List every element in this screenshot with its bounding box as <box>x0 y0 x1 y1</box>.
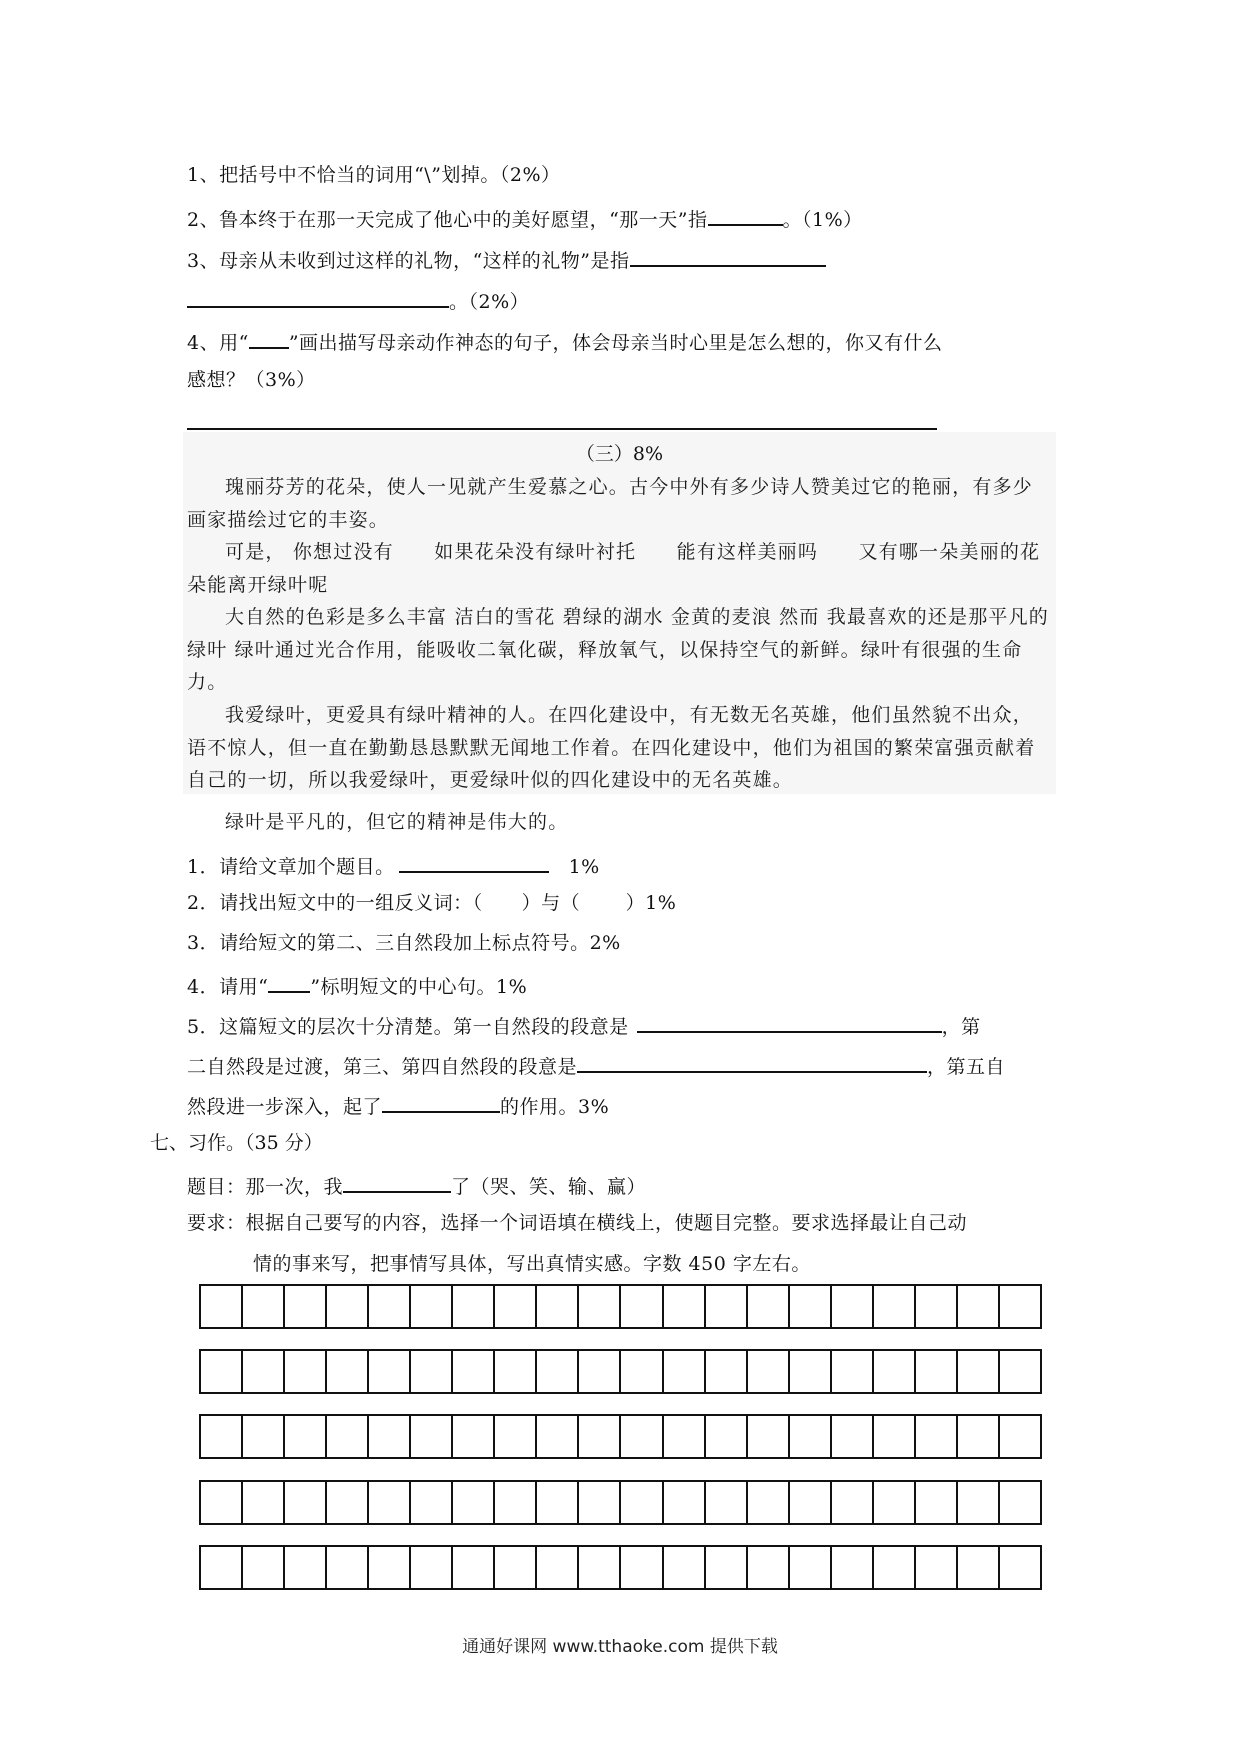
composition-requirement: 要求：根据自己要写的内容，选择一个词语填在横线上，使题目完整。要求选择最让自己动 <box>187 1212 968 1234</box>
grid-cell[interactable] <box>958 1351 1000 1392</box>
grid-cell[interactable] <box>495 1482 537 1523</box>
grid-cell[interactable] <box>411 1351 453 1392</box>
passage-paragraph-4: 我爱绿叶，更爱具有绿叶精神的人。在四化建设中，有无数无名英雄，他们虽然貌不出众，语不惊人，但一直在勤勤恳恳默默无闻地工作着。在四化建设中，他们为祖国的繁荣富强贡献着自己的一切，所以我爱绿叶，更爱绿叶似的四化建设中的无名英雄。 <box>187 704 1036 791</box>
question-2-text: 2、鲁本终于在那一天完成了他心中的美好愿望，“那一天”指 <box>187 209 708 231</box>
grid-cell[interactable] <box>958 1416 1000 1457</box>
grid-cell[interactable] <box>243 1286 285 1327</box>
grid-cell[interactable] <box>537 1286 579 1327</box>
grid-cell[interactable] <box>916 1547 958 1588</box>
passage-question-5-text-6: 的作用。3% <box>500 1096 610 1118</box>
question-3-text: 3、母亲从未收到过这样的礼物，“这样的礼物”是指 <box>187 250 630 272</box>
grid-cell[interactable] <box>621 1482 663 1523</box>
grid-cell[interactable] <box>327 1547 369 1588</box>
grid-cell[interactable] <box>285 1416 327 1457</box>
passage-question-5-text-5: 然段进一步深入，起了 <box>187 1096 383 1118</box>
composition-topic-text-b: 了（哭、笑、输、赢） <box>451 1176 647 1198</box>
grid-cell[interactable] <box>706 1351 748 1392</box>
grid-cell[interactable] <box>664 1286 706 1327</box>
grid-cell[interactable] <box>201 1351 243 1392</box>
answer-blank[interactable] <box>708 204 783 226</box>
passage-question-1-text: 1．请给文章加个题目。 <box>187 856 395 878</box>
grid-cell[interactable] <box>706 1482 748 1523</box>
grid-cell[interactable] <box>537 1482 579 1523</box>
grid-cell[interactable] <box>790 1482 832 1523</box>
answer-line[interactable] <box>187 428 937 430</box>
grid-cell[interactable] <box>874 1351 916 1392</box>
grid-cell[interactable] <box>369 1547 411 1588</box>
grid-cell[interactable] <box>369 1286 411 1327</box>
topic-blank[interactable] <box>343 1171 451 1193</box>
grid-cell[interactable] <box>537 1351 579 1392</box>
question-3-cont <box>187 286 529 314</box>
grid-cell[interactable] <box>706 1416 748 1457</box>
grid-row <box>199 1284 1042 1329</box>
answer-blank[interactable] <box>382 1091 500 1113</box>
grid-cell[interactable] <box>748 1547 790 1588</box>
grid-cell[interactable] <box>832 1547 874 1588</box>
grid-cell[interactable] <box>579 1416 621 1457</box>
grid-cell[interactable] <box>411 1482 453 1523</box>
answer-blank[interactable] <box>637 1011 942 1033</box>
passage-question-5-line2 <box>187 1051 1005 1079</box>
underline-sample <box>249 327 289 349</box>
passage-question-5-text-2: ，第 <box>941 1016 981 1038</box>
passage-question-2: 2．请找出短文中的一组反义词：（ ）与（ ）1% <box>187 892 677 914</box>
grid-cell[interactable] <box>411 1286 453 1327</box>
passage-question-3: 3．请给短文的第二、三自然段加上标点符号。2% <box>187 932 621 954</box>
grid-cell[interactable] <box>916 1416 958 1457</box>
question-2 <box>187 204 863 232</box>
passage-question-4-text-a: 4．请用“ <box>187 976 269 998</box>
question-4-text-a: 4、用“ <box>187 332 249 354</box>
passage-paragraph-2: 可是， 你想过没有 如果花朵没有绿叶衬托 能有这样美丽吗 又有哪一朵美丽的花朵能离开绿叶呢 <box>187 541 1041 596</box>
grid-cell[interactable] <box>201 1547 243 1588</box>
grid-cell[interactable] <box>958 1482 1000 1523</box>
underline-sample <box>268 971 310 993</box>
grid-cell[interactable] <box>1000 1547 1040 1588</box>
passage-question-1 <box>187 851 600 879</box>
question-2-score: 。（1%） <box>782 209 863 231</box>
answer-blank[interactable] <box>630 245 826 267</box>
question-4-text-b: ”画出描写母亲动作神态的句子，体会母亲当时心里是怎么想的，你又有什么 <box>288 332 943 354</box>
question-3 <box>187 245 826 273</box>
grid-cell[interactable] <box>1000 1482 1040 1523</box>
passage-paragraph-1: 瑰丽芬芳的花朵，使人一见就产生爱慕之心。古今中外有多少诗人赞美过它的艳丽，有多少画家描绘过它的丰姿。 <box>187 476 1034 531</box>
grid-cell[interactable] <box>958 1547 1000 1588</box>
question-1: 1、把括号中不恰当的词用“\”划掉。（2%） <box>187 164 561 186</box>
grid-cell[interactable] <box>285 1547 327 1588</box>
passage-question-5 <box>187 1011 981 1039</box>
grid-row <box>199 1414 1042 1459</box>
passage-title: （三）8% <box>575 443 664 465</box>
grid-cell[interactable] <box>243 1416 285 1457</box>
grid-cell[interactable] <box>621 1286 663 1327</box>
grid-cell[interactable] <box>664 1482 706 1523</box>
grid-cell[interactable] <box>832 1351 874 1392</box>
grid-cell[interactable] <box>453 1547 495 1588</box>
grid-cell[interactable] <box>201 1416 243 1457</box>
passage-paragraph-3: 大自然的色彩是多么丰富 洁白的雪花 碧绿的湖水 金黄的麦浪 然而 我最喜欢的还是那平凡的绿叶 绿叶通过光合作用，能吸收二氧化碳，释放氧气，以保持空气的新鲜。绿叶有很强的生命力。 <box>187 606 1050 693</box>
grid-cell[interactable] <box>916 1482 958 1523</box>
grid-cell[interactable] <box>285 1351 327 1392</box>
passage-question-5-line3 <box>187 1091 609 1119</box>
grid-cell[interactable] <box>327 1416 369 1457</box>
grid-cell[interactable] <box>748 1351 790 1392</box>
passage-paragraph-5: 绿叶是平凡的，但它的精神是伟大的。 <box>225 811 569 833</box>
grid-row <box>199 1545 1042 1590</box>
grid-cell[interactable] <box>664 1416 706 1457</box>
grid-cell[interactable] <box>621 1351 663 1392</box>
grid-cell[interactable] <box>579 1482 621 1523</box>
grid-cell[interactable] <box>706 1547 748 1588</box>
grid-cell[interactable] <box>411 1416 453 1457</box>
grid-cell[interactable] <box>495 1547 537 1588</box>
passage-question-4-text-b: ”标明短文的中心句。1% <box>310 976 528 998</box>
grid-cell[interactable] <box>243 1351 285 1392</box>
grid-cell[interactable] <box>874 1547 916 1588</box>
grid-cell[interactable] <box>664 1351 706 1392</box>
grid-cell[interactable] <box>495 1416 537 1457</box>
grid-cell[interactable] <box>748 1286 790 1327</box>
passage-question-4 <box>187 971 527 999</box>
title-blank[interactable] <box>399 851 549 873</box>
passage-question-5-text-1: 5．这篇短文的层次十分清楚。第一自然段的段意是 <box>187 1016 629 1038</box>
grid-cell[interactable] <box>579 1351 621 1392</box>
grid-cell[interactable] <box>201 1286 243 1327</box>
grid-cell[interactable] <box>706 1286 748 1327</box>
grid-cell[interactable] <box>621 1416 663 1457</box>
grid-cell[interactable] <box>453 1482 495 1523</box>
passage-question-5-text-3: 二自然段是过渡，第三、第四自然段的段意是 <box>187 1056 578 1078</box>
composition-topic-text-a: 题目：那一次，我 <box>187 1176 344 1198</box>
answer-blank[interactable] <box>187 286 449 308</box>
grid-cell[interactable] <box>369 1351 411 1392</box>
grid-cell[interactable] <box>832 1416 874 1457</box>
grid-cell[interactable] <box>453 1286 495 1327</box>
grid-cell[interactable] <box>285 1286 327 1327</box>
grid-cell[interactable] <box>916 1351 958 1392</box>
grid-cell[interactable] <box>1000 1416 1040 1457</box>
grid-cell[interactable] <box>832 1482 874 1523</box>
grid-cell[interactable] <box>621 1547 663 1588</box>
grid-cell[interactable] <box>201 1482 243 1523</box>
grid-cell[interactable] <box>832 1286 874 1327</box>
grid-cell[interactable] <box>790 1416 832 1457</box>
grid-cell[interactable] <box>748 1482 790 1523</box>
question-4 <box>187 327 943 355</box>
answer-blank[interactable] <box>577 1051 927 1073</box>
composition-topic <box>187 1171 646 1199</box>
grid-cell[interactable] <box>537 1547 579 1588</box>
grid-cell[interactable] <box>916 1286 958 1327</box>
grid-cell[interactable] <box>790 1547 832 1588</box>
question-4-line2: 感想？（3%） <box>187 369 316 391</box>
passage-question-5-text-4: ，第五自 <box>927 1056 1006 1078</box>
grid-cell[interactable] <box>1000 1351 1040 1392</box>
question-3-score: 。（2%） <box>449 291 530 313</box>
grid-cell[interactable] <box>411 1547 453 1588</box>
grid-cell[interactable] <box>243 1547 285 1588</box>
grid-cell[interactable] <box>958 1286 1000 1327</box>
grid-row <box>199 1349 1042 1394</box>
composition-heading: 七、习作。（35 分） <box>150 1132 323 1154</box>
grid-cell[interactable] <box>495 1286 537 1327</box>
grid-cell[interactable] <box>327 1351 369 1392</box>
grid-cell[interactable] <box>327 1286 369 1327</box>
passage-question-1-score: 1% <box>568 856 600 878</box>
grid-cell[interactable] <box>790 1286 832 1327</box>
grid-cell[interactable] <box>579 1286 621 1327</box>
grid-cell[interactable] <box>790 1351 832 1392</box>
grid-cell[interactable] <box>243 1482 285 1523</box>
grid-cell[interactable] <box>874 1482 916 1523</box>
grid-cell[interactable] <box>495 1351 537 1392</box>
grid-cell[interactable] <box>369 1416 411 1457</box>
grid-cell[interactable] <box>1000 1286 1040 1327</box>
footer-text: 通通好课网 www.tthaoke.com 提供下载 <box>462 1637 778 1657</box>
grid-cell[interactable] <box>369 1482 411 1523</box>
grid-cell[interactable] <box>874 1286 916 1327</box>
grid-cell[interactable] <box>537 1416 579 1457</box>
grid-row <box>199 1480 1042 1525</box>
composition-requirement-line2: 情的事来写，把事情写具体，写出真情实感。字数 450 字左右。 <box>253 1253 811 1275</box>
grid-cell[interactable] <box>285 1482 327 1523</box>
grid-cell[interactable] <box>579 1547 621 1588</box>
grid-cell[interactable] <box>453 1351 495 1392</box>
grid-cell[interactable] <box>748 1416 790 1457</box>
grid-cell[interactable] <box>664 1547 706 1588</box>
grid-cell[interactable] <box>453 1416 495 1457</box>
grid-cell[interactable] <box>327 1482 369 1523</box>
grid-cell[interactable] <box>874 1416 916 1457</box>
